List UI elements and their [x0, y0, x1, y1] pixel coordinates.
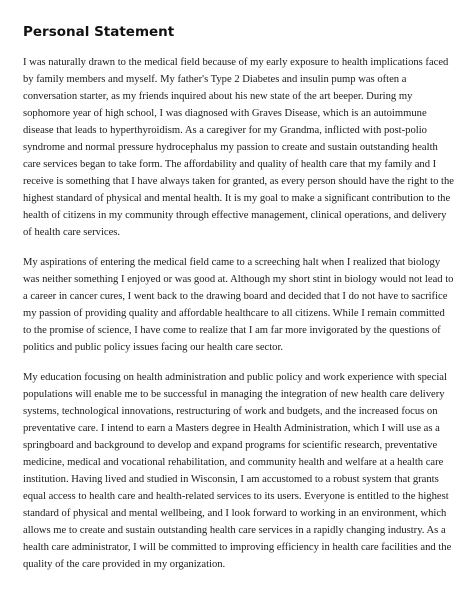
paragraph-1: I was naturally drawn to the medical field because of my early exposure to health implications faced by family members and myself. My father's Type 2 Diabetes and insulin pump was often a conversation starter, as my friends inquired about his new state of the art beeper. During my sophomore year of high school, I was diagnosed with Graves Disease, which is an autoimmune disease that leads to hyperthyroidism. As a caregiver for my Grandma, inflicted with post-polio syndrome and normal pressure hydrocephalus my passion to create and sustain outstanding health care services began to take form. The affordability and quality of health care that my family and I receive is something that I have always taken for granted, as every person should have the right to the highest standard of physical and mental health. It is my goal to make a significant contribution to the health of citizens in my community through effective management, clinical operations, and delivery of health care services. — [23, 57, 454, 238]
paragraph-3: My education focusing on health administration and public policy and work experience with special populations will enable me to be successful in managing the integration of new health care delivery systems, technological innovations, restructuring of work and budgets, and the increased focus on preventative care. I intend to earn a Masters degree in Health Administration, which I will use as a springboard and background to develop and expand programs for scientific research, preventative medicine, medical and vocational rehabilitation, and community health and welfare at a health care institution. Having lived and studied in Wisconsin, I am accustomed to a robust system that grants equal access to health care and health-related services to its users. Everyone is entitled to the highest standard of physical and mental wellbeing, and I look forward to working in an environment, which allows me to create and sustain outstanding health care services in a rapidly changing industry. As a health care administrator, I will be committed to improving efficiency in health care facilities and the quality of the care provided in my organization. — [23, 372, 452, 570]
paragraph-2: My aspirations of entering the medical field came to a screeching halt when I realized that biology was neither something I enjoyed or was good at. Although my short stint in biology would not lead to a career in cancer cures, I went back to the drawing board and decided that I do not have to sacrifice my passion of providing quality and affordable healthcare to all citizens. While I remain committed to the promise of science, I have come to realize that I am far more invigorated by the questions of politics and public policy issues facing our health care sector. — [23, 257, 454, 353]
page-title: Personal Statement — [23, 24, 175, 40]
